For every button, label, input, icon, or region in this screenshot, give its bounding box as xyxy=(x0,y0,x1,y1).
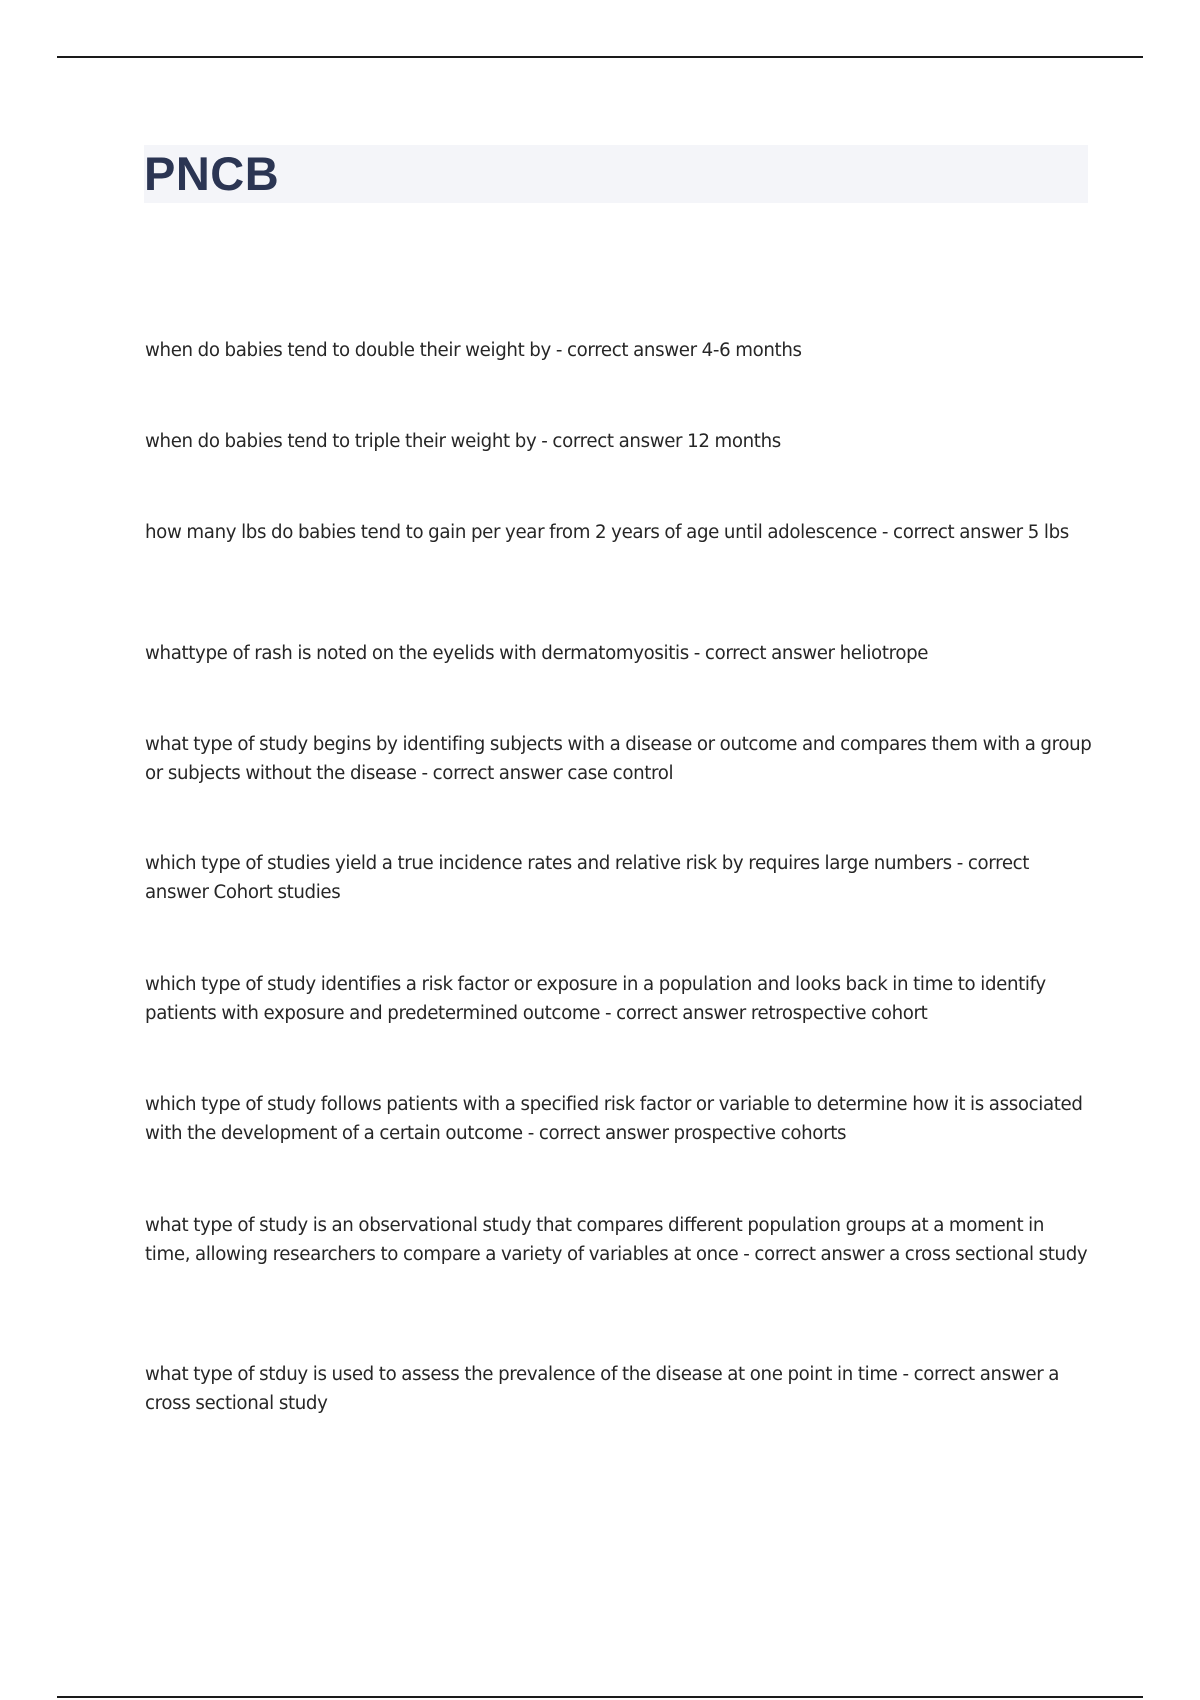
qa-item: what type of study is an observational study that compares different population groups at a moment in time, allowing researchers to compare a variety of variables at once - correct answer a cross sectional study xyxy=(145,1215,1088,1265)
qa-item: how many lbs do babies tend to gain per year from 2 years of age until adolescence - correct answer 5 lbs xyxy=(145,522,1069,543)
qa-item: what type of study begins by identifing subjects with a disease or outcome and compares them with a group or subjects without the disease - correct answer case control xyxy=(145,734,1092,784)
qa-item: which type of study follows patients with a specified risk factor or variable to determine how it is associated with the development of a certain outcome - correct answer prospective cohorts xyxy=(145,1094,1083,1144)
qa-item: which type of study identifies a risk factor or exposure in a population and looks back in time to identify patients with exposure and predetermined outcome - correct answer retrospective cohort xyxy=(145,974,1046,1024)
bottom-divider xyxy=(57,1696,1143,1698)
title-band xyxy=(144,145,1088,203)
qa-item: what type of stduy is used to assess the prevalence of the disease at one point in time - correct answer a cross sectional study xyxy=(145,1364,1060,1414)
qa-item: when do babies tend to triple their weight by - correct answer 12 months xyxy=(145,431,781,452)
qa-item: whattype of rash is noted on the eyelids with dermatomyositis - correct answer heliotrope xyxy=(145,643,929,664)
qa-item: which type of studies yield a true incidence rates and relative risk by requires large numbers - correct answer Cohort studies xyxy=(145,853,1030,903)
top-divider xyxy=(57,56,1143,58)
document-title: PNCB xyxy=(144,147,280,200)
qa-item: when do babies tend to double their weight by - correct answer 4-6 months xyxy=(145,340,802,361)
